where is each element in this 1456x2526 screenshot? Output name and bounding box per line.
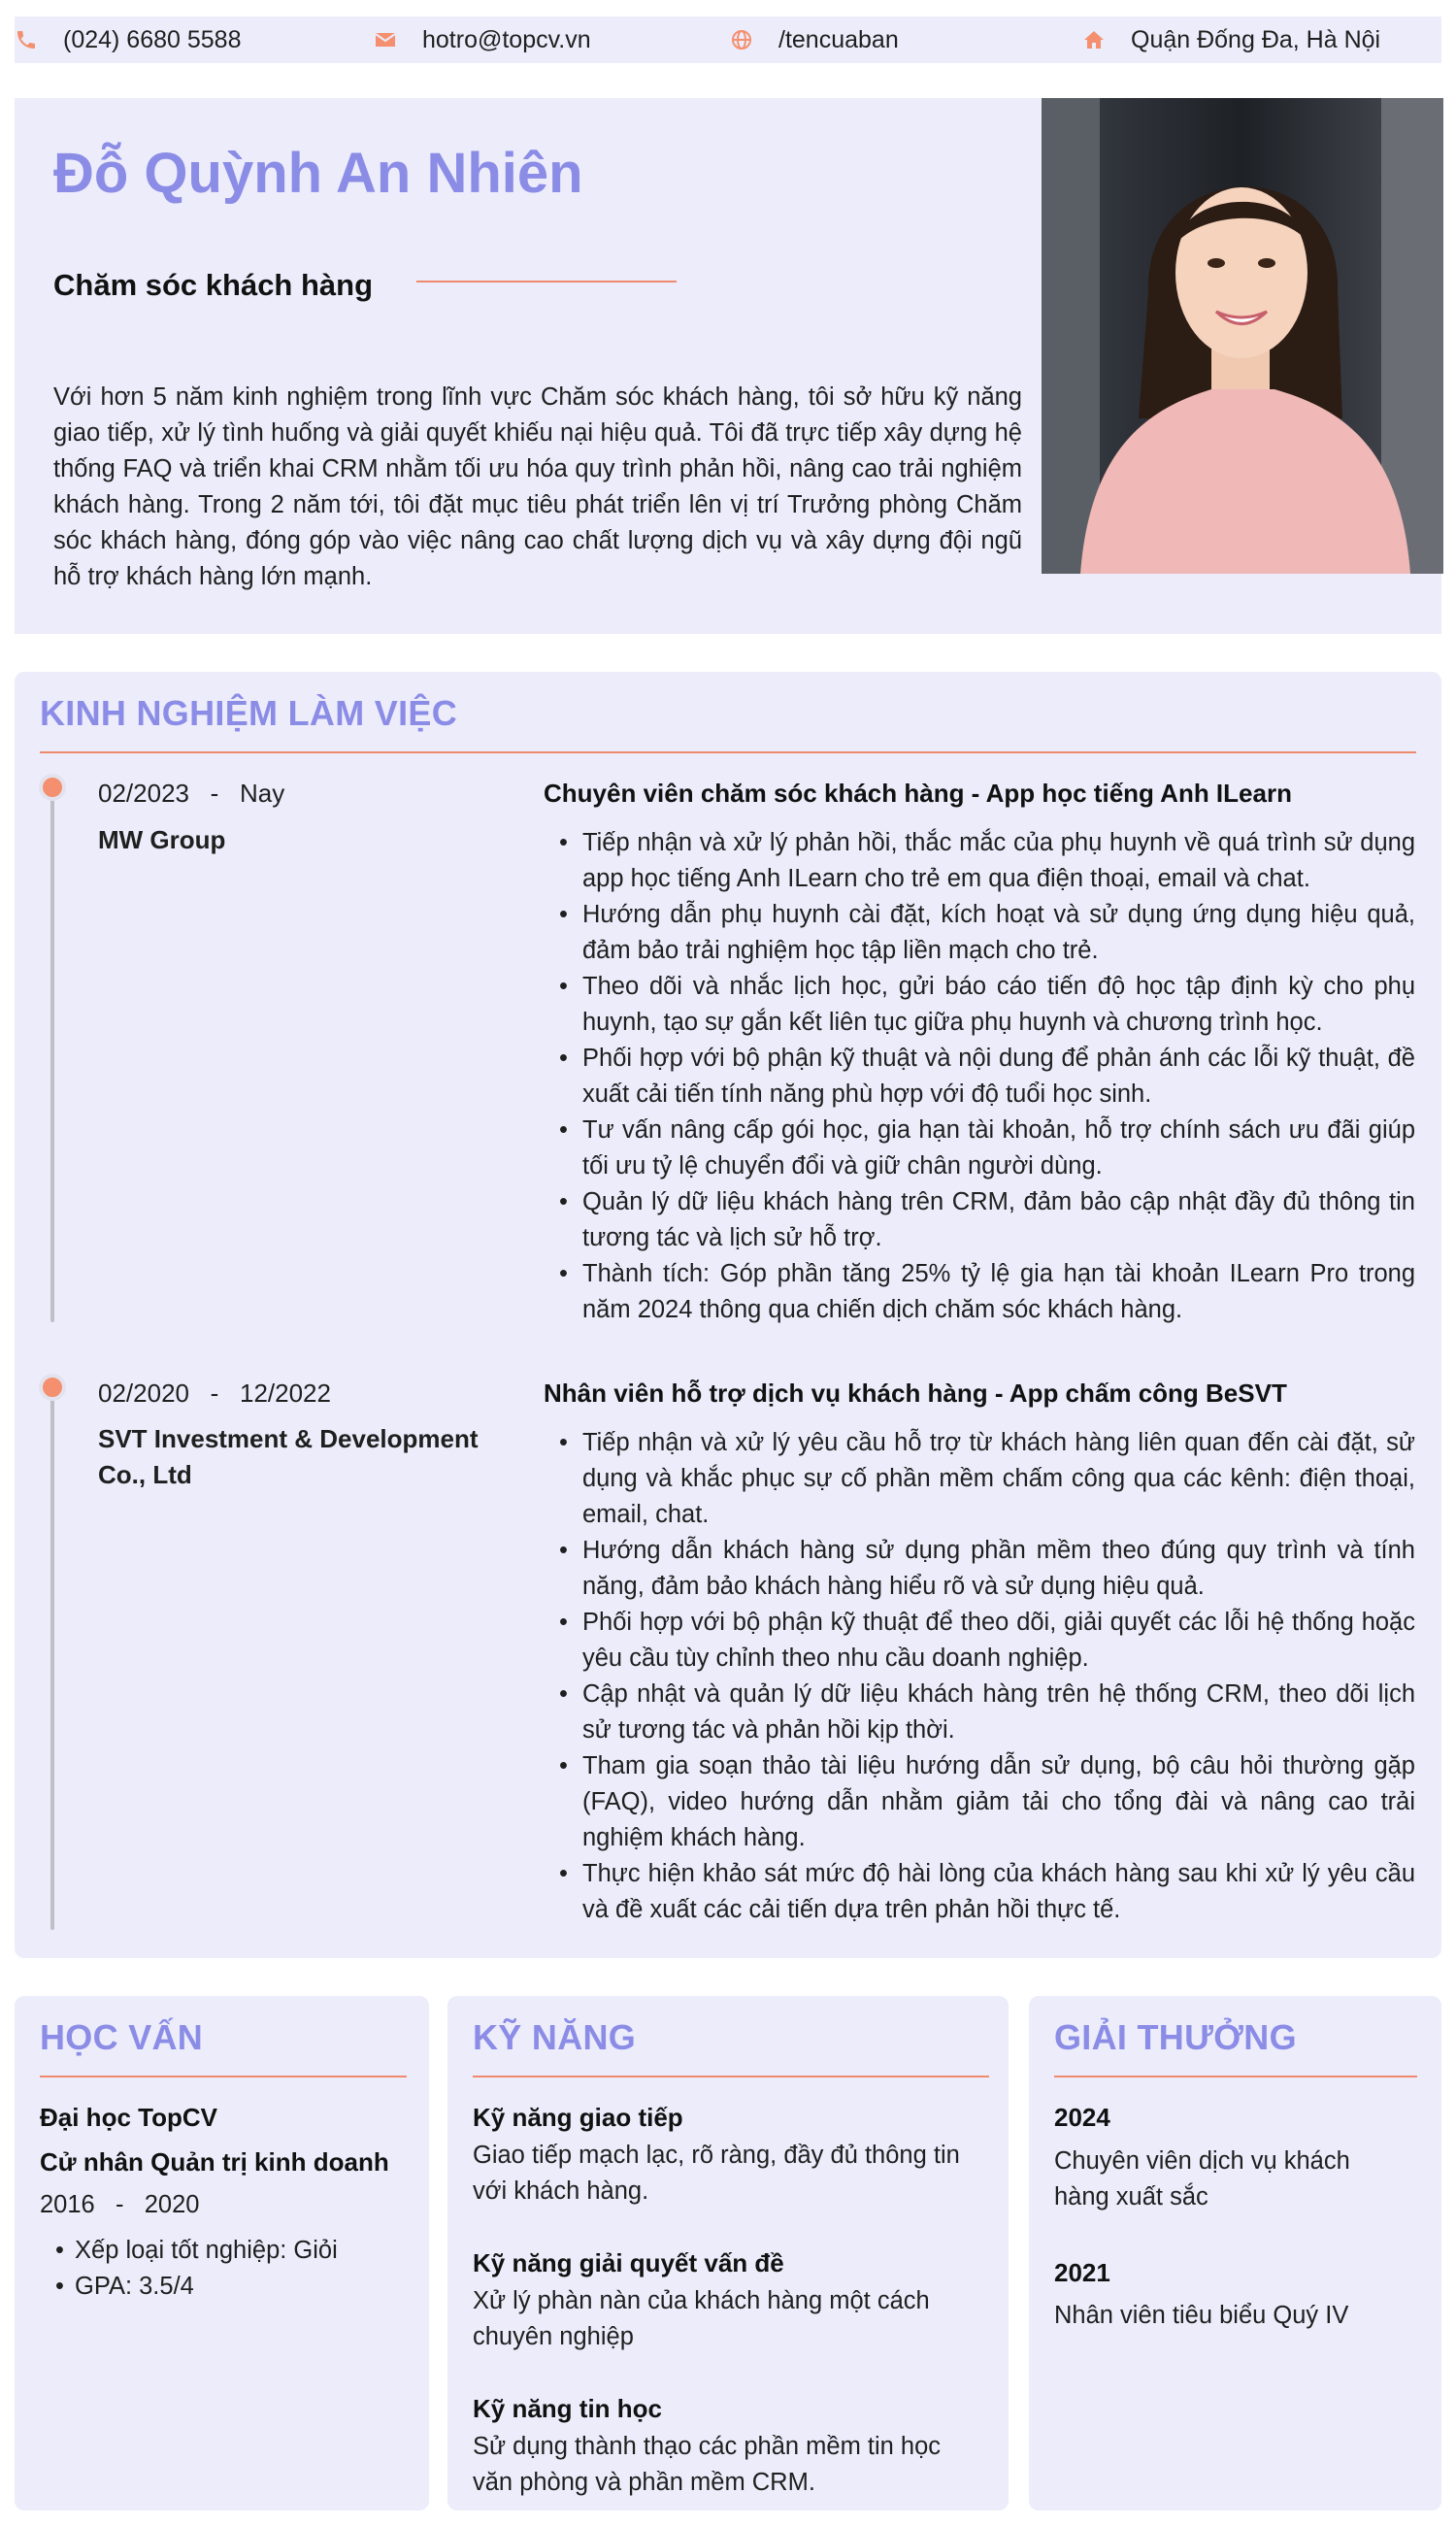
job-company: MW Group [98, 825, 226, 854]
job-title: Chuyên viên chăm sóc khách hàng - App học tiếng Anh ILearn [544, 779, 1292, 808]
education-start: 2016 [40, 2191, 95, 2218]
education-detail: • GPA: 3.5/4 [40, 2269, 409, 2305]
job-title: Nhân viên hỗ trợ dịch vụ khách hàng - App chấm công BeSVT [544, 1379, 1287, 1408]
contact-website[interactable] [730, 24, 899, 55]
job-duty: • Thực hiện khảo sát mức độ hài lòng của khách hàng sau khi xử lý yêu cầu và đề xuất các cải tiến dựa trên phản hồi thực tế. [544, 1856, 1415, 1928]
job-start-date: 02/2023 [98, 779, 189, 808]
job-duty: • Quản lý dữ liệu khách hàng trên CRM, đảm bảo cập nhật đầy đủ thông tin tương tác và lịch sử hỗ trợ. [544, 1184, 1415, 1256]
contact-address [1082, 24, 1380, 55]
job-duty: • Tiếp nhận và xử lý phản hồi, thắc mắc của phụ huynh về quá trình sử dụng app học tiếng Anh ILearn cho trẻ em qua điện thoại, email và chat. [544, 825, 1415, 897]
job-duty: • Hướng dẫn phụ huynh cài đặt, kích hoạt và sử dụng ứng dụng hiệu quả, đảm bảo trải nghiệm học tập liền mạch cho trẻ. [544, 897, 1415, 969]
school-name: Đại học TopCV [40, 2103, 217, 2132]
timeline-line [50, 1386, 54, 1930]
portrait-image [1042, 98, 1443, 574]
email-text: hotro@topcv.vn [422, 25, 591, 53]
experience-section [15, 672, 1441, 1958]
job-end-date: 12/2022 [239, 1379, 331, 1408]
awards-divider [1054, 2076, 1417, 2077]
profile-photo [1042, 98, 1443, 574]
education-detail: • Xếp loại tốt nghiệp: Giỏi [40, 2233, 409, 2269]
education-years: 2016 - 2020 [40, 2191, 200, 2218]
skill-description: Giao tiếp mạch lạc, rõ ràng, đầy đủ thông tin với khách hàng. [473, 2142, 960, 2205]
role-divider [416, 281, 677, 283]
phone-icon [15, 28, 38, 51]
candidate-role: Chăm sóc khách hàng [53, 268, 374, 302]
awards-heading: GIẢI THƯỞNG [1054, 2017, 1297, 2057]
home-icon [1082, 28, 1106, 51]
contact-phone[interactable] [15, 24, 241, 55]
award-title: Chuyên viên dịch vụ khách hàng xuất sắc [1054, 2147, 1350, 2210]
skill-name: Kỹ năng giải quyết vấn đề [473, 2248, 784, 2277]
education-heading: HỌC VẤN [40, 2017, 204, 2057]
education-details [40, 2233, 409, 2305]
skill-name: Kỹ năng tin học [473, 2394, 662, 2423]
website-text: /tencuaban [778, 25, 899, 53]
job-duty: • Tham gia soạn thảo tài liệu hướng dẫn sử dụng, bộ câu hỏi thường gặp (FAQ), video hướng dẫn nhằm giảm tải cho tổng đài và nâng cao trải nghiệm khách hàng. [544, 1748, 1415, 1856]
job-duties [544, 825, 1415, 1328]
globe-icon [730, 28, 753, 51]
job-end-date: Nay [239, 779, 285, 808]
experience-divider [40, 751, 1416, 753]
award-year: 2024 [1054, 2103, 1110, 2132]
award-title: Nhân viên tiêu biểu Quý IV [1054, 2302, 1349, 2329]
job-duty: • Theo dõi và nhắc lịch học, gửi báo cáo tiến độ học tập định kỳ cho phụ huynh, tạo sự gắn kết liên tục giữa phụ huynh và chương trình học. [544, 969, 1415, 1041]
skill-description: Xử lý phàn nàn của khách hàng một cách chuyên nghiệp [473, 2287, 930, 2350]
skills-heading: KỸ NĂNG [473, 2017, 637, 2057]
contact-bar [15, 17, 1441, 63]
job-start-date: 02/2020 [98, 1379, 189, 1408]
profile-summary: Với hơn 5 năm kinh nghiệm trong lĩnh vực Chăm sóc khách hàng, tôi sở hữu kỹ năng giao tiếp, xử lý tình huống và giải quyết khiếu nại hiệu quả. Tôi đã trực tiếp xây dựng hệ thống FAQ và triển khai CRM nhằm tối ưu hóa quy trình phản hồi, nâng cao trải nghiệm khách hàng. Trong 2 năm tới, tôi đặt mục tiêu phát triển lên vị trí Trưởng phòng Chăm sóc khách hàng, đóng góp vào việc nâng cao chất lượng dịch vụ và xây dựng đội ngũ hỗ trợ khách hàng lớn mạnh. [53, 383, 1022, 590]
job-date-range: 02/2023 - Nay [98, 779, 285, 808]
phone-text: (024) 6680 5588 [63, 25, 242, 53]
contact-email[interactable] [374, 24, 591, 55]
job-company: SVT Investment & Development Co., Ltd [98, 1424, 479, 1489]
skills-section [447, 1996, 1009, 2510]
education-end: 2020 [144, 2191, 200, 2218]
job-duty: • Hướng dẫn khách hàng sử dụng phần mềm theo đúng quy trình và tính năng, đảm bảo khách hàng hiểu rõ và sử dụng hiệu quả. [544, 1533, 1415, 1605]
awards-section [1029, 1996, 1441, 2510]
mail-icon [374, 28, 397, 51]
job-duty: • Thành tích: Góp phần tăng 25% tỷ lệ gia hạn tài khoản ILearn Pro trong năm 2024 thông qua chiến dịch chăm sóc khách hàng. [544, 1256, 1415, 1328]
skills-divider [473, 2076, 989, 2077]
experience-heading: KINH NGHIỆM LÀM VIỆC [40, 693, 458, 733]
address-text: Quận Đống Đa, Hà Nội [1131, 25, 1381, 53]
timeline-line [50, 786, 54, 1322]
candidate-name: Đỗ Quỳnh An Nhiên [53, 142, 583, 205]
education-section [15, 1996, 429, 2510]
timeline-dot [39, 774, 66, 801]
degree-name: Cử nhân Quản trị kinh doanh [40, 2147, 389, 2177]
job-duty: • Tư vấn nâng cấp gói học, gia hạn tài khoản, hỗ trợ chính sách ưu đãi giúp tối ưu tỷ lệ chuyển đổi và giữ chân người dùng. [544, 1113, 1415, 1184]
timeline-dot [39, 1374, 66, 1401]
education-divider [40, 2076, 407, 2077]
job-duty: • Phối hợp với bộ phận kỹ thuật và nội dung để phản ánh các lỗi kỹ thuật, đề xuất cải tiến tính năng phù hợp với độ tuổi học sinh. [544, 1041, 1415, 1113]
job-duty: • Phối hợp với bộ phận kỹ thuật để theo dõi, giải quyết các lỗi hệ thống hoặc yêu cầu tùy chỉnh theo nhu cầu doanh nghiệp. [544, 1605, 1415, 1677]
job-date-range: 02/2020 - 12/2022 [98, 1379, 331, 1408]
skill-description: Sử dụng thành thạo các phần mềm tin học văn phòng và phần mềm CRM. [473, 2433, 942, 2496]
award-year: 2021 [1054, 2258, 1110, 2287]
skill-name: Kỹ năng giao tiếp [473, 2103, 683, 2132]
job-duty: • Cập nhật và quản lý dữ liệu khách hàng trên hệ thống CRM, theo dõi lịch sử tương tác và phản hồi kịp thời. [544, 1677, 1415, 1748]
job-duty: • Tiếp nhận và xử lý yêu cầu hỗ trợ từ khách hàng liên quan đến cài đặt, sử dụng và khắc phục sự cố phần mềm chấm công qua các kênh: điện thoại, email, chat. [544, 1425, 1415, 1533]
job-duties [544, 1425, 1415, 1928]
